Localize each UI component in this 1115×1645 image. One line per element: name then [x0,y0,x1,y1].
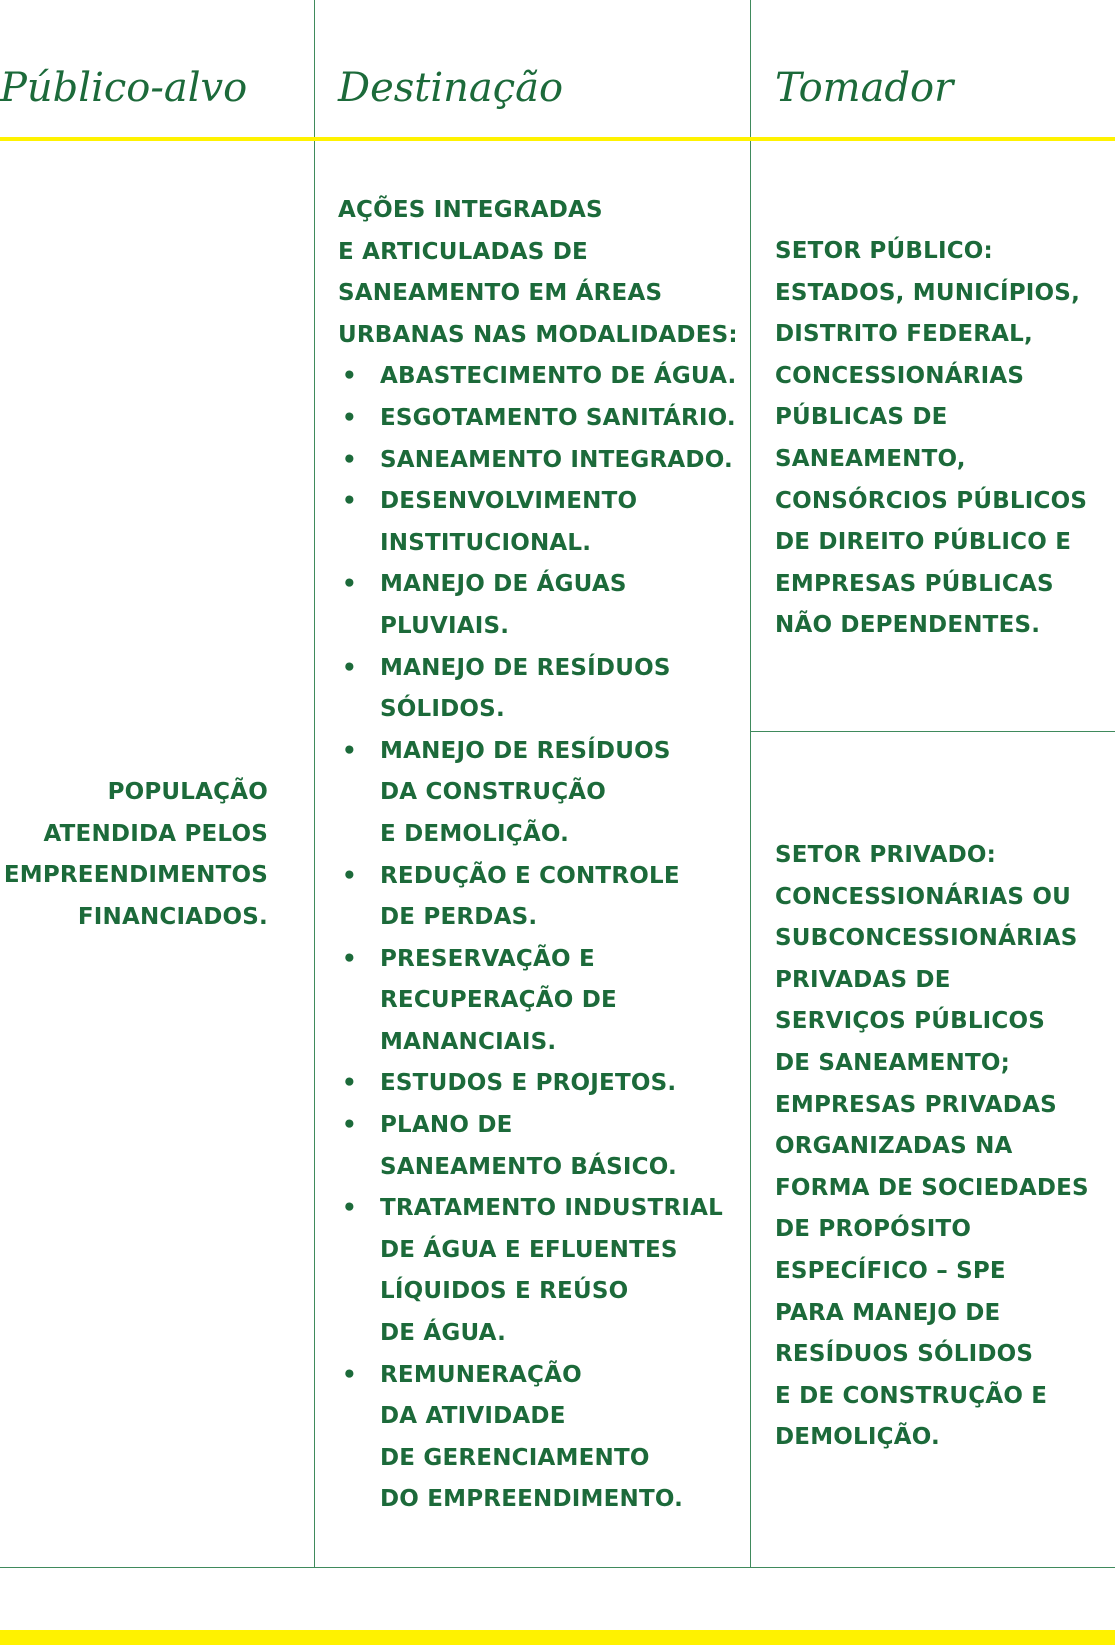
list-item-line: DA ATIVIDADE [380,1403,566,1430]
list-item-line: • MANEJO DE RESÍDUOS [380,654,671,681]
tomador-privado-line: DE PROPÓSITO [775,1216,972,1243]
list-item-line: • REMUNERAÇÃO [380,1361,582,1388]
header-tomador: Tomador [775,65,954,111]
footer-bar [0,1630,1115,1645]
list-item-line: DE ÁGUA E EFLUENTES [380,1236,678,1263]
list-item-line: • DESENVOLVIMENTO [380,488,638,515]
publico-alvo-line: ATENDIDA PELOS [43,820,268,847]
tomador-publico-line: CONSÓRCIOS PÚBLICOS [775,487,1088,514]
publico-alvo-cell [0,772,268,938]
tomador-privado-line: DEMOLIÇÃO. [775,1424,940,1451]
list-item [338,440,738,482]
list-item-line: • ESGOTAMENTO SANITÁRIO. [380,404,736,431]
list-item-line: LÍQUIDOS E REÚSO [380,1278,629,1305]
list-item-line: SANEAMENTO BÁSICO. [380,1153,677,1180]
list-item-line: DA CONSTRUÇÃO [380,779,607,806]
header-rule [0,137,1115,141]
publico-alvo-line: POPULAÇÃO [107,779,268,805]
list-item-line: • MANEJO DE ÁGUAS [380,571,627,598]
publico-alvo-line: FINANCIADOS. [77,903,268,930]
tomador-publico-line: NÃO DEPENDENTES. [775,612,1041,639]
tomador-divider [750,731,1115,732]
tomador-privado-line: SERVIÇOS PÚBLICOS [775,1008,1046,1035]
destinacao-intro-line: URBANAS NAS MODALIDADES: [338,321,738,348]
column-divider-2 [750,0,751,1568]
tomador-privado-line: ESPECÍFICO – SPE [775,1257,1006,1284]
tomador-publico-line: CONCESSIONÁRIAS [775,362,1025,389]
tomador-privado-line: RESÍDUOS SÓLIDOS [775,1341,1034,1368]
tomador-privado-line: PARA MANEJO DE [775,1299,1001,1326]
destinacao-cell [338,190,738,1521]
list-item-line: MANANCIAIS. [380,1028,557,1055]
tomador-privado-cell [775,835,1089,1459]
list-item-line: • PRESERVAÇÃO E [380,945,595,972]
list-item-line: • ABASTECIMENTO DE ÁGUA. [380,363,737,390]
tomador-privado-line: EMPRESAS PRIVADAS [775,1091,1057,1118]
list-item [338,564,738,647]
list-item-line: • MANEJO DE RESÍDUOS [380,737,671,764]
list-item-line: • TRATAMENTO INDUSTRIAL [380,1195,723,1222]
header-destinacao: Destinação [338,65,564,111]
list-item [338,939,738,1064]
list-item [338,1105,738,1188]
list-item [338,1188,738,1354]
list-item-line: DE PERDAS. [380,904,538,931]
table-bottom-rule [0,1567,1115,1568]
tomador-privado-line: SUBCONCESSIONÁRIAS [775,925,1078,952]
tomador-privado-line: FORMA DE SOCIEDADES [775,1174,1089,1201]
list-item-line: • SANEAMENTO INTEGRADO. [380,446,733,473]
list-item-line: PLUVIAIS. [380,612,510,639]
tomador-publico-line: PÚBLICAS DE [775,404,948,431]
list-item-line: DE ÁGUA. [380,1320,507,1347]
list-item-line: DO EMPREENDIMENTO. [380,1486,684,1513]
tomador-publico-line: DISTRITO FEDERAL, [775,321,1033,348]
list-item-line: • ESTUDOS E PROJETOS. [380,1070,677,1097]
list-item [338,1355,738,1521]
tomador-privado-line: CONCESSIONÁRIAS OU [775,883,1071,910]
destinacao-intro-line: E ARTICULADAS DE [338,238,588,265]
header-publico-alvo: Público-alvo [0,65,248,111]
list-item-line: • PLANO DE [380,1112,513,1139]
list-item [338,1063,738,1105]
list-item-line: E DEMOLIÇÃO. [380,820,570,847]
list-item-line: INSTITUCIONAL. [380,529,592,556]
tomador-privado-line: E DE CONSTRUÇÃO E [775,1382,1048,1409]
list-item [338,398,738,440]
tomador-privado-line: SETOR PRIVADO: [775,842,997,868]
modalidades-list [338,356,738,1521]
tomador-publico-line: EMPRESAS PÚBLICAS [775,570,1054,597]
tomador-publico-line: ESTADOS, MUNICÍPIOS, [775,279,1081,306]
list-item-line: DE GERENCIAMENTO [380,1444,650,1471]
destinacao-intro-line: SANEAMENTO EM ÁREAS [338,280,663,307]
column-divider-1 [314,0,315,1568]
publico-alvo-line: EMPREENDIMENTOS [3,862,268,889]
list-item [338,856,738,939]
list-item [338,731,738,856]
list-item [338,648,738,731]
destinacao-intro-line: AÇÕES INTEGRADAS [338,197,603,223]
tomador-privado-line: DE SANEAMENTO; [775,1049,1011,1076]
list-item [338,481,738,564]
list-item-line: SÓLIDOS. [380,696,505,723]
tomador-publico-line: DE DIREITO PÚBLICO E [775,529,1072,556]
list-item [338,356,738,398]
list-item-line: RECUPERAÇÃO DE [380,987,617,1014]
tomador-publico-line: SETOR PÚBLICO: [775,238,993,264]
tomador-privado-line: ORGANIZADAS NA [775,1133,1013,1160]
tomador-publico-line: SANEAMENTO, [775,445,966,472]
tomador-publico-cell [775,231,1087,647]
list-item-line: • REDUÇÃO E CONTROLE [380,862,680,889]
tomador-privado-line: PRIVADAS DE [775,966,951,993]
